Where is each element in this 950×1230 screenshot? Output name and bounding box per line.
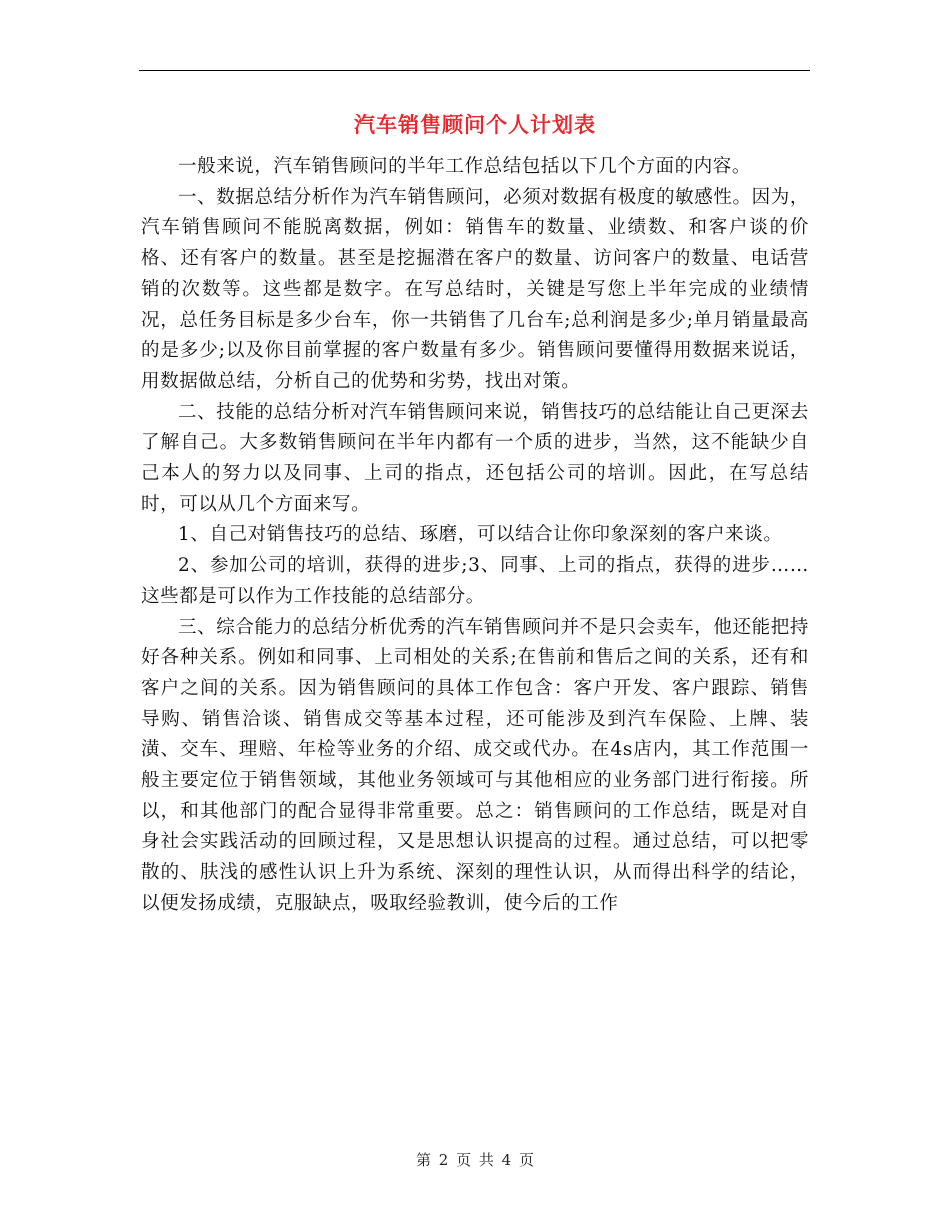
paragraph-data-analysis: 一、数据总结分析作为汽车销售顾问，必须对数据有极度的敏感性。因为，汽车销售顾问不能脱离数据，例如：销售车的数量、业绩数、和客户谈的价格、还有客户的数量。甚至是挖掘潜在客户的数量、访问客户的数量、电话营销的次数等。这些都是数字。在写总结时，关键是写您上半年完成的业绩情况，总任务目标是多少台车，你一共销售了几台车;总利润是多少;单月销量最高的是多少;以及你目前掌握的客户数量有多少。销售顾问要懂得用数据来说话，用数据做总结，分析自己的优势和劣势，找出对策。: [141, 186, 809, 392]
paragraph-skills-point-1: 1、自己对销售技巧的总结、琢磨，可以结合让你印象深刻的客户来谈。: [178, 524, 783, 546]
paragraph-skills-analysis: 二、技能的总结分析对汽车销售顾问来说，销售技巧的总结能让自己更深去了解自己。大多数销售顾问在半年内都有一个质的进步，当然，这不能缺少自己本人的努力以及同事、上司的指点，还包括公司的培训。因此，在写总结时，可以从几个方面来写。: [141, 401, 809, 515]
paragraph-skills-point-2: 2、参加公司的培训，获得的进步;3、同事、上司的指点，获得的进步……这些都是可以作为工作技能的总结部分。: [141, 555, 809, 607]
paragraph-intro: 一般来说，汽车销售顾问的半年工作总结包括以下几个方面的内容。: [178, 156, 752, 177]
page-number: 第 2 页 共 4 页: [416, 1151, 534, 1169]
paragraph-overall-ability: 三、综合能力的总结分析优秀的汽车销售顾问并不是只会卖车，他还能把持好各种关系。例如和同事、上司相处的关系;在售前和售后之间的关系，还有和客户之间的关系。因为销售顾问的具体工作包含：客户开发、客户跟踪、销售导购、销售洽谈、销售成交等基本过程，还可能涉及到汽车保险、上牌、装潢、交车、理赔、年检等业务的介绍、成交或代办。在4s店内，其工作范围一般主要定位于销售领域，其他业务领域可与其他相应的业务部门进行衔接。所以，和其他部门的配合显得非常重要。总之：销售顾问的工作总结，既是对自身社会实践活动的回顾过程，又是思想认识提高的过程。通过总结，可以把零散的、肤浅的感性认识上升为系统、深刻的理性认识，从而得出科学的结论，以便发扬成绩，克服缺点，吸取经验教训，使今后的工作: [141, 616, 809, 914]
document-title: 汽车销售顾问个人计划表: [354, 112, 596, 137]
document-body: [141, 152, 809, 920]
header-rule: [139, 70, 810, 71]
